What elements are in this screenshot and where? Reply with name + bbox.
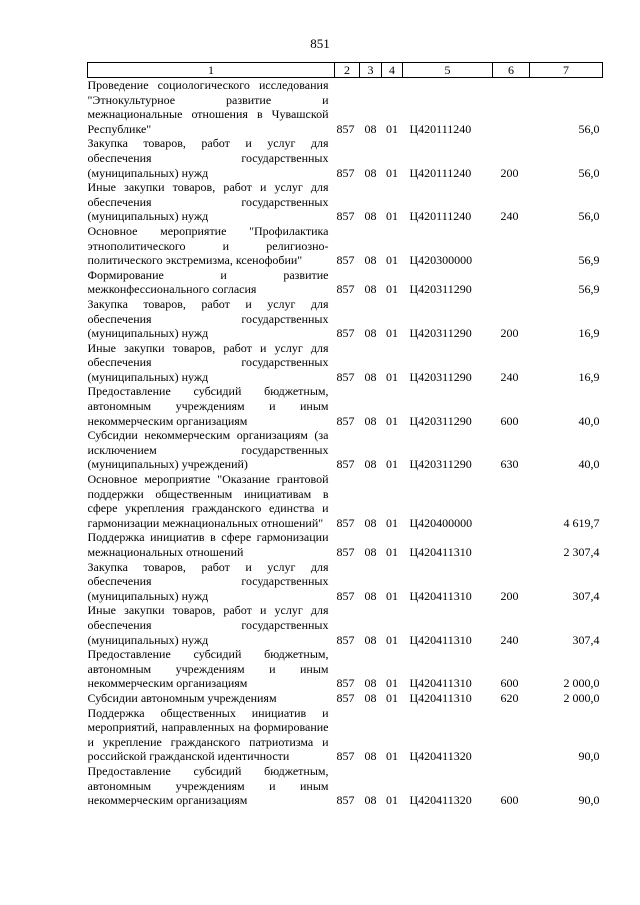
table-row [88, 647, 603, 691]
row-rz: 08 [364, 282, 377, 297]
row-csr: Ц420311290 [409, 457, 472, 472]
row-grbs: 857 [336, 749, 355, 764]
row-rz: 08 [364, 413, 377, 428]
row-grbs: 857 [336, 282, 355, 297]
table-row [88, 428, 603, 472]
row-grbs: 857 [336, 413, 355, 428]
row-vr: 240 [500, 369, 519, 384]
row-grbs: 857 [336, 457, 355, 472]
row-rz: 08 [364, 121, 377, 136]
row-csr: Ц420411320 [409, 749, 472, 764]
row-pr: 01 [386, 326, 398, 341]
row-sum: 2 000,0 [563, 690, 600, 705]
row-vr: 620 [500, 690, 519, 705]
row-rz: 08 [364, 588, 377, 603]
row-name: Основное мероприятие "Оказание грантовой поддержки общественным инициативам в сфере укрепления гражданского единства и гармонизации межнациональных отношений" [87, 472, 329, 530]
row-csr: Ц420311290 [409, 282, 472, 297]
row-rz: 08 [364, 326, 377, 341]
row-sum: 16,9 [578, 326, 600, 341]
table-row [88, 341, 603, 385]
row-sum: 56,9 [578, 253, 600, 268]
row-sum: 90,0 [578, 793, 600, 808]
row-rz: 08 [364, 457, 377, 472]
row-pr: 01 [386, 369, 398, 384]
row-grbs: 857 [336, 690, 355, 705]
row-sum: 56,0 [578, 209, 600, 224]
budget-table [87, 62, 603, 808]
row-name: Проведение социологического исследования "Этнокультурное развитие и межнациональные отношения в Чувашской Республике" [87, 78, 329, 136]
row-grbs: 857 [336, 121, 355, 136]
row-csr: Ц420300000 [409, 253, 473, 268]
row-pr: 01 [386, 588, 398, 603]
row-pr: 01 [386, 515, 398, 530]
row-grbs: 857 [336, 676, 355, 691]
row-rz: 08 [364, 369, 377, 384]
row-sum: 90,0 [578, 749, 600, 764]
row-vr [493, 706, 530, 764]
row-name: Поддержка инициатив в сфере гармонизации межнациональных отношений [87, 530, 329, 559]
row-name: Основное мероприятие "Профилактика этнополитического и религиозно-политического экстремизма, ксенофобии" [87, 223, 329, 268]
row-name: Иные закупки товаров, работ и услуг для обеспечения государственных (муниципальных) нужд [87, 603, 329, 647]
row-pr: 01 [386, 209, 398, 224]
table-row [88, 560, 603, 604]
row-vr: 600 [500, 793, 519, 808]
table-row [88, 224, 603, 268]
row-vr: 240 [500, 632, 519, 647]
row-name: Закупка товаров, работ и услуг для обеспечения государственных (муниципальных) нужд [87, 559, 329, 603]
row-csr: Ц420411310 [409, 545, 472, 559]
row-rz: 08 [364, 632, 377, 647]
row-rz: 08 [364, 676, 377, 691]
row-rz: 08 [364, 749, 377, 764]
row-rz: 08 [364, 793, 377, 808]
row-pr: 01 [386, 165, 398, 180]
row-rz: 08 [364, 165, 377, 180]
row-pr: 01 [386, 282, 398, 297]
row-csr: Ц420111240 [409, 209, 472, 224]
row-name: Субсидии некоммерческим организациям (за исключением государственных (муниципальных) учреждений) [87, 428, 329, 472]
row-csr: Ц420311290 [409, 369, 472, 384]
header-sum: 7 [530, 63, 603, 78]
row-sum: 2 000,0 [563, 676, 600, 691]
row-name: Иные закупки товаров, работ и услуг для обеспечения государственных (муниципальных) нужд [87, 180, 329, 224]
row-vr: 630 [500, 457, 519, 472]
table-row [88, 180, 603, 224]
row-rz: 08 [364, 209, 377, 224]
row-grbs: 857 [336, 326, 355, 341]
row-name: Поддержка общественных инициатив и мероприятий, направленных на формирование и укрепление гражданского патриотизма и российской гражданской идентичности [87, 705, 329, 764]
header-rz: 3 [360, 63, 382, 78]
row-name: Предоставление субсидий бюджетным, автономным учреждениям и иным некоммерческим организациям [87, 384, 329, 428]
row-pr: 01 [386, 121, 398, 136]
row-sum: 56,9 [578, 282, 600, 297]
row-grbs: 857 [336, 793, 355, 808]
table-row [88, 530, 603, 559]
row-vr [493, 78, 530, 137]
row-name: Формирование и развитие межконфессионального согласия [87, 267, 329, 297]
row-grbs: 857 [336, 545, 355, 559]
row-rz: 08 [364, 515, 377, 530]
table-header-row [88, 63, 603, 78]
row-sum: 2 307,4 [563, 545, 600, 559]
row-pr: 01 [386, 676, 398, 691]
row-sum: 307,4 [572, 632, 600, 647]
row-vr: 600 [500, 413, 519, 428]
row-sum: 40,0 [578, 457, 600, 472]
row-csr: Ц420411310 [409, 632, 472, 647]
row-csr: Ц420400000 [409, 515, 473, 530]
row-vr [493, 268, 530, 297]
table-row [88, 603, 603, 647]
header-pr: 4 [382, 63, 403, 78]
row-grbs: 857 [336, 515, 355, 530]
row-pr: 01 [386, 632, 398, 647]
table-row [88, 691, 603, 706]
row-pr: 01 [386, 413, 398, 428]
row-vr: 200 [500, 326, 519, 341]
row-vr: 200 [500, 165, 519, 180]
table-row [88, 78, 603, 137]
table-row [88, 384, 603, 428]
table-row [88, 268, 603, 297]
header-name: 1 [88, 63, 335, 78]
row-pr: 01 [386, 457, 398, 472]
row-csr: Ц420311290 [409, 326, 472, 341]
row-sum: 4 619,7 [563, 515, 600, 530]
row-pr: 01 [386, 793, 398, 808]
row-pr: 01 [386, 749, 398, 764]
row-vr [493, 530, 530, 559]
row-name: Субсидии автономным учреждениям [87, 690, 277, 705]
table-row [88, 764, 603, 808]
row-sum: 56,0 [578, 165, 600, 180]
row-csr: Ц420111240 [409, 121, 472, 136]
page-number: 851 [310, 36, 330, 51]
row-name: Иные закупки товаров, работ и услуг для обеспечения государственных (муниципальных) нужд [87, 340, 329, 384]
row-sum: 307,4 [572, 588, 600, 603]
row-csr: Ц420411320 [409, 793, 472, 808]
row-grbs: 857 [336, 588, 355, 603]
row-csr: Ц420111240 [409, 165, 472, 180]
row-sum: 56,0 [578, 121, 600, 136]
row-grbs: 857 [336, 632, 355, 647]
table-row [88, 472, 603, 530]
row-grbs: 857 [336, 165, 355, 180]
table-row [88, 297, 603, 341]
row-pr: 01 [386, 690, 398, 705]
row-name: Предоставление субсидий бюджетным, автономным учреждениям и иным некоммерческим организациям [87, 763, 329, 808]
row-rz: 08 [364, 545, 377, 559]
row-grbs: 857 [336, 209, 355, 224]
table-row [88, 136, 603, 180]
row-name: Закупка товаров, работ и услуг для обеспечения государственных (муниципальных) нужд [87, 136, 329, 180]
row-name: Закупка товаров, работ и услуг для обеспечения государственных (муниципальных) нужд [87, 296, 329, 341]
row-vr [493, 224, 530, 268]
row-vr [493, 472, 530, 530]
row-csr: Ц420311290 [409, 413, 472, 428]
row-name: Предоставление субсидий бюджетным, автономным учреждениям и иным некоммерческим организациям [87, 647, 329, 691]
header-vr: 6 [493, 63, 530, 78]
row-sum: 40,0 [578, 413, 600, 428]
row-pr: 01 [386, 545, 398, 559]
row-rz: 08 [364, 690, 377, 705]
header-grbs: 2 [335, 63, 360, 78]
header-csr: 5 [403, 63, 493, 78]
row-sum: 16,9 [578, 369, 600, 384]
row-vr: 200 [500, 588, 519, 603]
row-pr: 01 [386, 253, 398, 268]
table-row [88, 706, 603, 764]
row-vr: 600 [500, 676, 519, 691]
row-csr: Ц420411310 [409, 676, 472, 691]
row-rz: 08 [364, 253, 377, 268]
row-csr: Ц420411310 [409, 588, 472, 603]
row-grbs: 857 [336, 369, 355, 384]
row-vr: 240 [500, 209, 519, 224]
row-grbs: 857 [336, 253, 355, 268]
row-csr: Ц420411310 [409, 690, 472, 705]
